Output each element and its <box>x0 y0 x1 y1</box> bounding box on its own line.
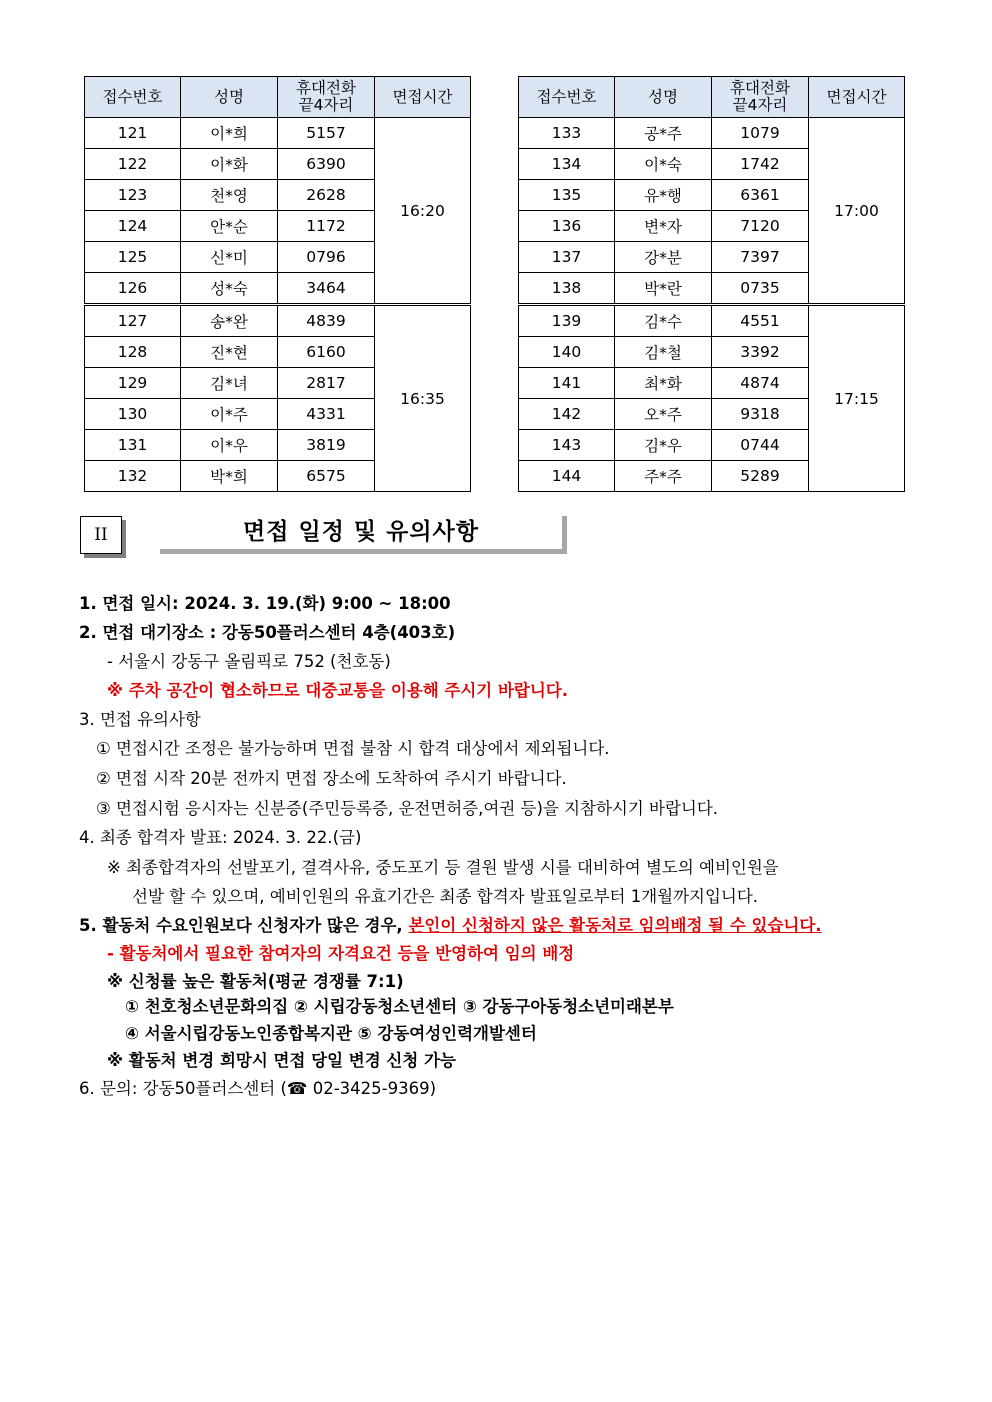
section-header <box>80 516 500 562</box>
name-cell: 김*수 <box>615 305 712 337</box>
notice-item-2: ② 면접 시작 20분 전까지 면접 장소에 도착하여 주시기 바랍니다. <box>96 769 567 788</box>
change-request-notice: ※ 활동처 변경 희망시 면접 당일 변경 신청 가능 <box>107 1051 456 1070</box>
phone-cell: 7120 <box>712 211 809 242</box>
receipt-no-cell: 131 <box>85 430 181 461</box>
name-cell: 강*분 <box>615 242 712 273</box>
phone-cell: 7397 <box>712 242 809 273</box>
name-cell: 변*자 <box>615 211 712 242</box>
name-cell: 박*희 <box>181 461 278 492</box>
name-cell: 박*란 <box>615 273 712 305</box>
receipt-no-cell: 121 <box>85 118 181 149</box>
receipt-no-cell: 130 <box>85 399 181 430</box>
phone-cell: 5289 <box>712 461 809 492</box>
phone-cell: 6390 <box>278 149 375 180</box>
header-phone-last4: 휴대전화 끝4자리 <box>278 77 375 118</box>
interview-time-cell: 17:15 <box>809 305 905 492</box>
waiting-place: 2. 면접 대기장소 : 강동50플러스센터 4층(403호) <box>79 623 456 642</box>
name-cell: 이*우 <box>181 430 278 461</box>
phone-cell: 4551 <box>712 305 809 337</box>
phone-cell: 1079 <box>712 118 809 149</box>
address: - 서울시 강동구 올림픽로 752 (천호동) <box>107 652 391 671</box>
receipt-no-cell: 138 <box>519 273 615 305</box>
receipt-no-cell: 127 <box>85 305 181 337</box>
schedule-table-right <box>518 76 905 492</box>
phone-cell: 1172 <box>278 211 375 242</box>
assignment-notice-warning: 본인이 신청하지 않은 활동처로 임의배정 될 수 있습니다. <box>408 916 822 935</box>
header-name: 성명 <box>181 77 278 118</box>
table-header-row <box>85 77 471 118</box>
phone-cell: 3819 <box>278 430 375 461</box>
notice-heading: 3. 면접 유의사항 <box>79 710 201 729</box>
header-phone-last4: 휴대전화 끝4자리 <box>712 77 809 118</box>
table-row <box>519 118 905 149</box>
name-cell: 이*희 <box>181 118 278 149</box>
phone-cell: 4874 <box>712 368 809 399</box>
receipt-no-cell: 123 <box>85 180 181 211</box>
assignment-criteria: - 활동처에서 필요한 참여자의 자격요건 등을 반영하여 임의 배정 <box>107 944 575 963</box>
name-cell: 김*녀 <box>181 368 278 399</box>
header-name: 성명 <box>615 77 712 118</box>
name-cell: 안*순 <box>181 211 278 242</box>
table-row <box>519 305 905 337</box>
interview-time-cell: 16:35 <box>375 305 471 492</box>
notice-item-1: ① 면접시간 조정은 불가능하며 면접 불참 시 합격 대상에서 제외됩니다. <box>96 739 610 758</box>
phone-cell: 2628 <box>278 180 375 211</box>
assignment-notice <box>79 912 822 936</box>
receipt-no-cell: 126 <box>85 273 181 305</box>
name-cell: 최*화 <box>615 368 712 399</box>
name-cell: 공*주 <box>615 118 712 149</box>
phone-cell: 9318 <box>712 399 809 430</box>
phone-cell: 0744 <box>712 430 809 461</box>
phone-cell: 5157 <box>278 118 375 149</box>
phone-cell: 2817 <box>278 368 375 399</box>
contact-info: 6. 문의: 강동50플러스센터 (☎ 02-3425-9369) <box>79 1079 437 1098</box>
receipt-no-cell: 143 <box>519 430 615 461</box>
name-cell: 송*완 <box>181 305 278 337</box>
phone-cell: 6575 <box>278 461 375 492</box>
interview-date: 1. 면접 일시: 2024. 3. 19.(화) 9:00 ~ 18:00 <box>79 594 451 613</box>
table-row <box>85 305 471 337</box>
receipt-no-cell: 139 <box>519 305 615 337</box>
phone-cell: 4839 <box>278 305 375 337</box>
receipt-no-cell: 142 <box>519 399 615 430</box>
phone-cell: 6160 <box>278 337 375 368</box>
table-header-row <box>519 77 905 118</box>
name-cell: 이*숙 <box>615 149 712 180</box>
receipt-no-cell: 122 <box>85 149 181 180</box>
receipt-no-cell: 125 <box>85 242 181 273</box>
parking-notice: ※ 주차 공간이 협소하므로 대중교통을 이용해 주시기 바랍니다. <box>107 681 568 700</box>
section-title: 면접 일정 및 유의사항 <box>243 519 479 545</box>
receipt-no-cell: 136 <box>519 211 615 242</box>
phone-cell: 6361 <box>712 180 809 211</box>
phone-cell: 0735 <box>712 273 809 305</box>
name-cell: 유*행 <box>615 180 712 211</box>
popular-places-1: ① 천호청소년문화의집 ② 시립강동청소년센터 ③ 강동구아동청소년미래본부 <box>125 997 674 1016</box>
phone-cell: 0796 <box>278 242 375 273</box>
header-receipt-no: 접수번호 <box>85 77 181 118</box>
header-interview-time: 면접시간 <box>375 77 471 118</box>
assignment-notice-lead: 5. 활동처 수요인원보다 신청자가 많은 경우, <box>79 916 403 935</box>
name-cell: 이*주 <box>181 399 278 430</box>
section-number: II <box>80 516 122 554</box>
receipt-no-cell: 135 <box>519 180 615 211</box>
name-cell: 진*현 <box>181 337 278 368</box>
phone-cell: 3392 <box>712 337 809 368</box>
header-receipt-no: 접수번호 <box>519 77 615 118</box>
name-cell: 김*철 <box>615 337 712 368</box>
name-cell: 천*영 <box>181 180 278 211</box>
name-cell: 신*미 <box>181 242 278 273</box>
table-row <box>85 118 471 149</box>
header-interview-time: 면접시간 <box>809 77 905 118</box>
popular-places-heading: ※ 신청률 높은 활동처(평균 경쟁률 7:1) <box>107 972 404 991</box>
phone-cell: 1742 <box>712 149 809 180</box>
name-cell: 성*숙 <box>181 273 278 305</box>
phone-cell: 3464 <box>278 273 375 305</box>
reserve-notice-1: ※ 최종합격자의 선발포기, 결격사유, 중도포기 등 결원 발생 시를 대비하여 별도의 예비인원을 <box>107 858 779 877</box>
name-cell: 이*화 <box>181 149 278 180</box>
phone-cell: 4331 <box>278 399 375 430</box>
name-cell: 김*우 <box>615 430 712 461</box>
receipt-no-cell: 140 <box>519 337 615 368</box>
section-title-box <box>160 516 567 554</box>
receipt-no-cell: 132 <box>85 461 181 492</box>
notice-item-3: ③ 면접시험 응시자는 신분증(주민등록증, 운전면허증,여권 등)을 지참하시기 바랍니다. <box>96 799 719 818</box>
receipt-no-cell: 141 <box>519 368 615 399</box>
schedule-table-left <box>84 76 471 492</box>
name-cell: 오*주 <box>615 399 712 430</box>
name-cell: 주*주 <box>615 461 712 492</box>
receipt-no-cell: 128 <box>85 337 181 368</box>
interview-time-cell: 17:00 <box>809 118 905 305</box>
receipt-no-cell: 134 <box>519 149 615 180</box>
receipt-no-cell: 129 <box>85 368 181 399</box>
receipt-no-cell: 144 <box>519 461 615 492</box>
receipt-no-cell: 133 <box>519 118 615 149</box>
reserve-notice-2: 선발 할 수 있으며, 예비인원의 유효기간은 최종 합격자 발표일로부터 1개월까지입니다. <box>132 887 759 906</box>
interview-time-cell: 16:20 <box>375 118 471 305</box>
receipt-no-cell: 137 <box>519 242 615 273</box>
receipt-no-cell: 124 <box>85 211 181 242</box>
popular-places-2: ④ 서울시립강동노인종합복지관 ⑤ 강동여성인력개발센터 <box>125 1024 537 1043</box>
final-announcement: 4. 최종 합격자 발표: 2024. 3. 22.(금) <box>79 828 362 847</box>
